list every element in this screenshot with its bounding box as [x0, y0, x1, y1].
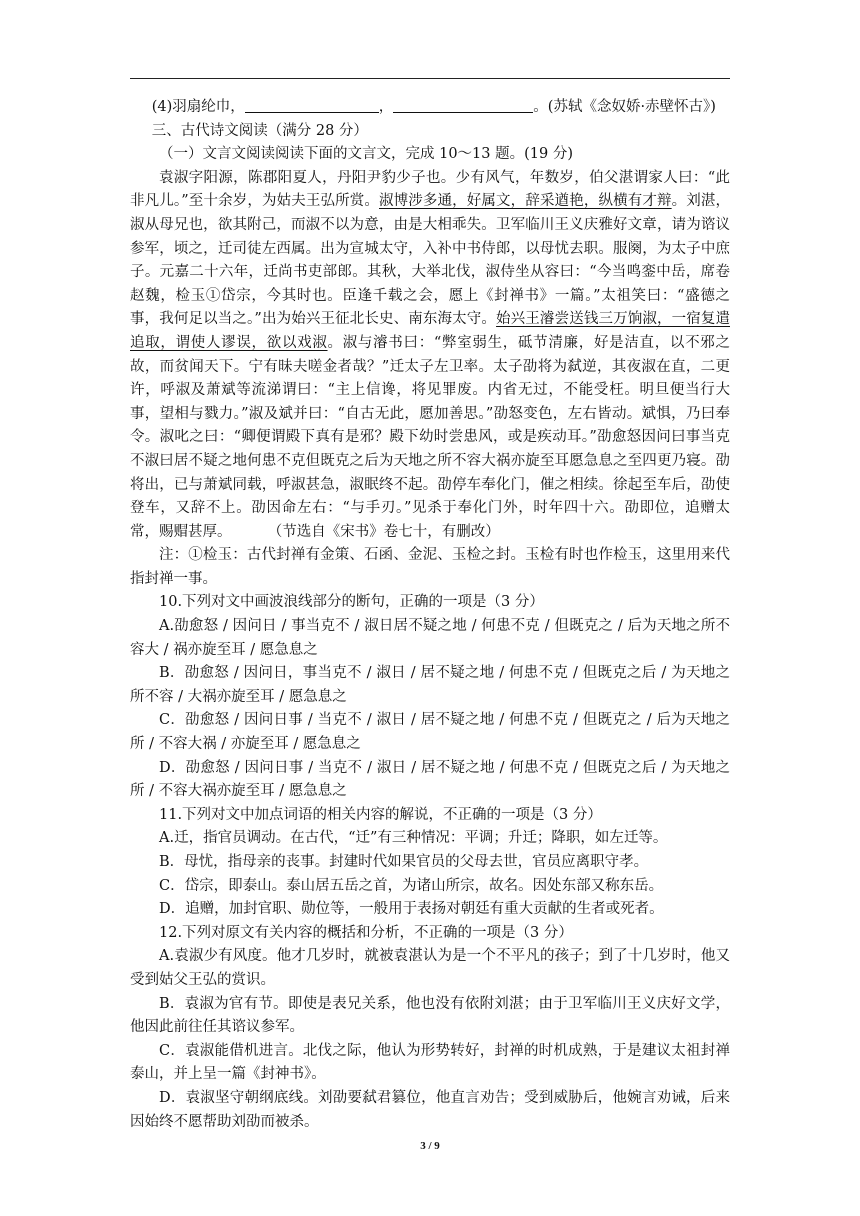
page-number: 3 / 9 [420, 1140, 440, 1152]
subsection-title: （一）文言文阅读阅读下面的文言文，完成 10～13 题。(19 分) [159, 146, 573, 163]
question-12-stem: 12.下列对原文有关内容的概括和分析，不正确的一项是（3 分） [159, 924, 573, 941]
question-12-option-c[interactable]: C．袁淑能借机进言。北伐之际，他认为形势转好，封禅的时机成熟，于是建议太祖封禅泰山，并上呈一篇《封神书》。 [130, 1042, 730, 1083]
question-11-option-c[interactable]: C．岱宗，即泰山。泰山居五岳之首，为诸山所宗，故名。因处东部又称东岳。 [159, 877, 664, 894]
question-11-option-b[interactable]: B．母忧，指母亲的丧事。封建时代如果官员的父母去世，官员应离职守孝。 [159, 854, 649, 870]
question-10-option-b[interactable]: B．劭愈怒 / 因问日，事当克不 / 淑日 / 居不疑之地 / 何患不克 / 但既克之后 / 为天地之所不容 / 大祸亦旋至耳 / 愿急息之 [130, 665, 730, 705]
question-12-option-b[interactable]: B．袁淑为官有节。即使是表兄关系，他也没有依附刘湛；由于卫军临川王义庆好文学，他因此前往任其谘议参军。 [130, 995, 730, 1036]
question-10-option-c[interactable]: C．劭愈怒 / 因问日事 / 当克不 / 淑日 / 居不疑之地 / 何患不克 / 但既克之 / 后为天地之所 / 不容大祸 / 亦旋至耳 / 愿急息之 [130, 712, 730, 753]
question-11-option-d[interactable]: D．追赠，加封官职、勋位等，一般用于表扬对朝廷有重大贡献的生者或死者。 [159, 901, 664, 918]
question-11-stem: 11.下列对文中加点词语的相关内容的解说，不正确的一项是（3 分） [159, 806, 602, 823]
annotation-note: 注：①检玉：古代封禅有金策、石函、金泥、玉检之封。玉检有时也作检玉，这里用来代指封禅一事。 [130, 547, 730, 587]
question-10-option-a[interactable]: A.劭愈怒 / 因问日 / 事当克不 / 淑日居不疑之地 / 何患不克 / 但既克之 / 后为天地之所不容大 / 祸亦旋至耳 / 愿急息之 [130, 618, 730, 658]
question-10-option-d[interactable]: D．劭愈怒 / 因问日事 / 当克不 / 淑日 / 居不疑之地 / 何患不克 / 但既克之后 / 为天地之所 / 不容大祸亦旋至耳 / 愿急息之 [130, 759, 730, 800]
document-page [130, 0, 730, 1216]
question-10-stem: 10.下列对文中画波浪线部分的断句，正确的一项是（3 分） [159, 594, 544, 611]
passage-source: （节选自《宋书》卷七十，有删改） [267, 523, 500, 540]
underlined-sentence-2: 始兴王濬尝送钱三万饷淑，一宿复遣追取，谓使人谬误，欲以戏淑 [130, 311, 730, 351]
section-title: 三、古代诗文阅读（满分 28 分） [151, 122, 368, 139]
header-rule [130, 78, 730, 79]
question-12-option-d[interactable]: D．袁淑坚守朝纲底线。刘劭要弑君篡位，他直言劝告；受到威胁后，他婉言劝诫，后来因始终不愿帮助刘劭而被杀。 [130, 1089, 730, 1130]
answer-blank-1[interactable] [245, 97, 379, 113]
document-content [130, 96, 730, 1134]
classical-passage: 袁淑字阳源，陈郡阳夏人，丹阳尹豹少子也。少有风气，年数岁，伯父湛谓家人曰：“此非凡儿。”至十余岁，为姑夫王弘所赏。淑博涉多通，好属文，辞采遒艳，纵横有才辩。刘湛，淑从母兄也，欲其附己，而淑不以为意，由是大相乖失。卫军临川王义庆雅好文章，请为谘议参军，顷之，迁司徒左西属。出为宣城太守，入补中书侍郎，以母忧去职。服阕，为太子中庶子。元嘉二十六年，迁尚书吏部郎。其秋，大举北伐，淑侍坐从容曰：“今当鸣銮中岳，席卷赵魏，检玉①岱宗，今其时也。臣逢千载之会，愿上《封禅书》一篇。”太祖笑曰：“盛德之事，我何足以当之。”出为始兴王征北长史、南东海太守。始兴王濬尝送钱三万饷淑，一宿复遣追取，谓使人谬误，欲以戏淑。淑与濬书曰：“弊室弱生，砥节清廉，好是洁直，以不邪之故，而贫闻天下。宁有昧夫嗟金者哉？”迁太子左卫率。太子劭将为弑逆，其夜淑在直，二更许，呼淑及萧斌等流涕谓曰：“主上信谗，将见罪废。内省无过，不能受枉。明旦便当行大事，望相与戮力。”淑及斌并曰：“自古无此，愿加善思。”劭怒变色，左右皆动。斌惧，乃曰奉令。淑叱之曰：“卿便谓殿下真有是邪？殿下幼时尝患风，或是疾动耳。”劭愈怒因问曰事当克不淑曰居不疑之地何患不克但既克之后为天地之所不容大祸亦旋至耳愿急息之至四更乃寝。劭将出，已与萧斌同载，呼淑甚急，淑眠终不起。劭停车奉化门，催之相续。徐起至车后，劭使登车，又辞不上。劭因命左右：“与手刃。”见杀于奉化门外，时年四十六。劭即位，追赠太常，赐赗甚厚。 （节选自《宋书》卷七十，有删改） [130, 169, 731, 540]
poem-fill-in-line: (4)羽扇纶巾， ， 。(苏轼《念奴娇·赤壁怀古》) [151, 99, 716, 115]
underlined-sentence-1: 淑博涉多通，好属文，辞采遒艳，纵横有才辩 [379, 193, 672, 210]
question-11-option-a[interactable]: A.迁，指官员调动。在古代，“迁”有三种情况：平调；升迁；降职，如左迁等。 [159, 830, 668, 847]
answer-blank-2[interactable] [393, 97, 533, 113]
question-12-option-a[interactable]: A.袁淑少有风度。他才几岁时，就被袁湛认为是一个不平凡的孩子；到了十几岁时，他又受到姑父王弘的赏识。 [130, 948, 730, 988]
